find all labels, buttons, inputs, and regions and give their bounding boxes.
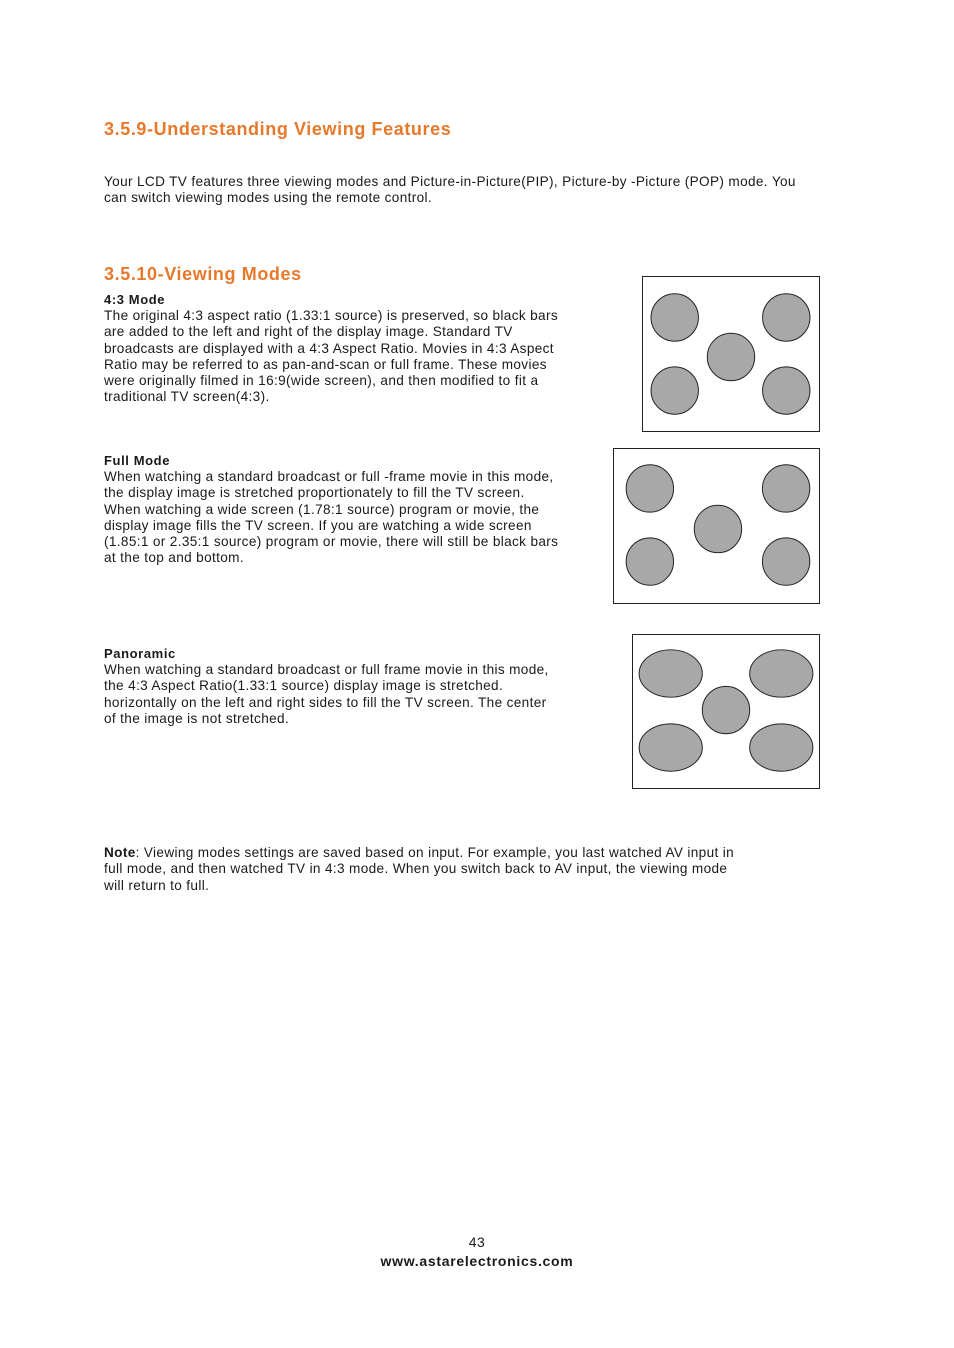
mode-full-line: display image fills the TV screen. If you are watching a wide screen [104, 517, 532, 533]
note-line: will return to full. [104, 877, 210, 893]
note-line: full mode, and then watched TV in 4:3 mode. When you switch back to AV input, the viewing mode [104, 861, 728, 877]
mode-panoramic-line: the 4:3 Aspect Ratio(1.33:1 source) display image is stretched. [104, 678, 504, 694]
diagram-circle [651, 294, 698, 341]
diagram-circle [750, 650, 813, 697]
note-line: : Viewing modes settings are saved based on input. For example, you last watched AV input in [135, 845, 735, 860]
diagram-circle [707, 333, 754, 380]
mode-4-3-line: are added to the left and right of the display image. Standard TV [104, 324, 513, 340]
diagram-circle [762, 465, 809, 512]
diagram-circle [762, 538, 809, 585]
diagram-circle [651, 367, 698, 414]
mode-4-3-label: 4:3 Mode [104, 292, 166, 307]
diagram-circle [763, 367, 810, 414]
mode-full-line: (1.85:1 or 2.35:1 source) program or movie, there will still be black bars [104, 534, 559, 550]
mode-panoramic-block [104, 646, 549, 727]
diagram-circle [763, 294, 810, 341]
mode-panoramic-diagram [632, 634, 820, 789]
diagram-circle [626, 465, 673, 512]
mode-full-line: the display image is stretched proportionately to fill the TV screen. [104, 485, 525, 501]
diagram-circle [750, 724, 813, 771]
mode-4-3-line: broadcasts are displayed with a 4:3 Aspect Ratio. Movies in 4:3 Aspect [104, 340, 554, 356]
diagram-circle [626, 538, 673, 585]
diagram-circle [702, 686, 749, 733]
page-number: 43 [468, 1234, 486, 1250]
mode-4-3-diagram [642, 276, 820, 432]
mode-full-block [104, 453, 558, 567]
mode-full-label: Full Mode [104, 453, 171, 468]
mode-full-diagram [613, 448, 820, 604]
section-title-understanding-viewing-features: 3.5.9-Understanding Viewing Features [104, 119, 452, 139]
mode-panoramic-label: Panoramic [104, 646, 176, 661]
mode-full-line: When watching a standard broadcast or full -frame movie in this mode, [104, 469, 554, 484]
mode-4-3-block [104, 292, 558, 406]
mode-4-3-line: The original 4:3 aspect ratio (1.33:1 source) is preserved, so black bars [104, 308, 558, 323]
note-paragraph [104, 845, 734, 894]
mode-panoramic-line: horizontally on the left and right sides to fill the TV screen. The center [104, 694, 547, 710]
mode-4-3-line: Ratio may be referred to as pan-and-scan or full frame. These movies [104, 356, 547, 372]
intro-line: can switch viewing modes using the remote control. [104, 190, 433, 206]
intro-paragraph [104, 174, 796, 207]
mode-full-line: When watching a wide screen (1.78:1 source) program or movie, the [104, 501, 540, 517]
website-link[interactable]: www.astarelectronics.com [380, 1253, 574, 1269]
mode-panoramic-line: of the image is not stretched. [104, 710, 290, 726]
note-label: Note [104, 845, 136, 860]
mode-full-line: at the top and bottom. [104, 550, 244, 566]
section-title-viewing-modes: 3.5.10-Viewing Modes [104, 264, 302, 284]
diagram-circle [694, 505, 741, 552]
diagram-circle [639, 650, 702, 697]
mode-4-3-line: traditional TV screen(4:3). [104, 389, 270, 405]
diagram-circle [639, 724, 702, 771]
mode-4-3-line: were originally filmed in 16:9(wide screen), and then modified to fit a [104, 373, 539, 389]
mode-panoramic-line: When watching a standard broadcast or full frame movie in this mode, [104, 662, 549, 677]
intro-line: Your LCD TV features three viewing modes and Picture-in-Picture(PIP), Picture-by -Picture (POP) mode. You [104, 174, 796, 189]
